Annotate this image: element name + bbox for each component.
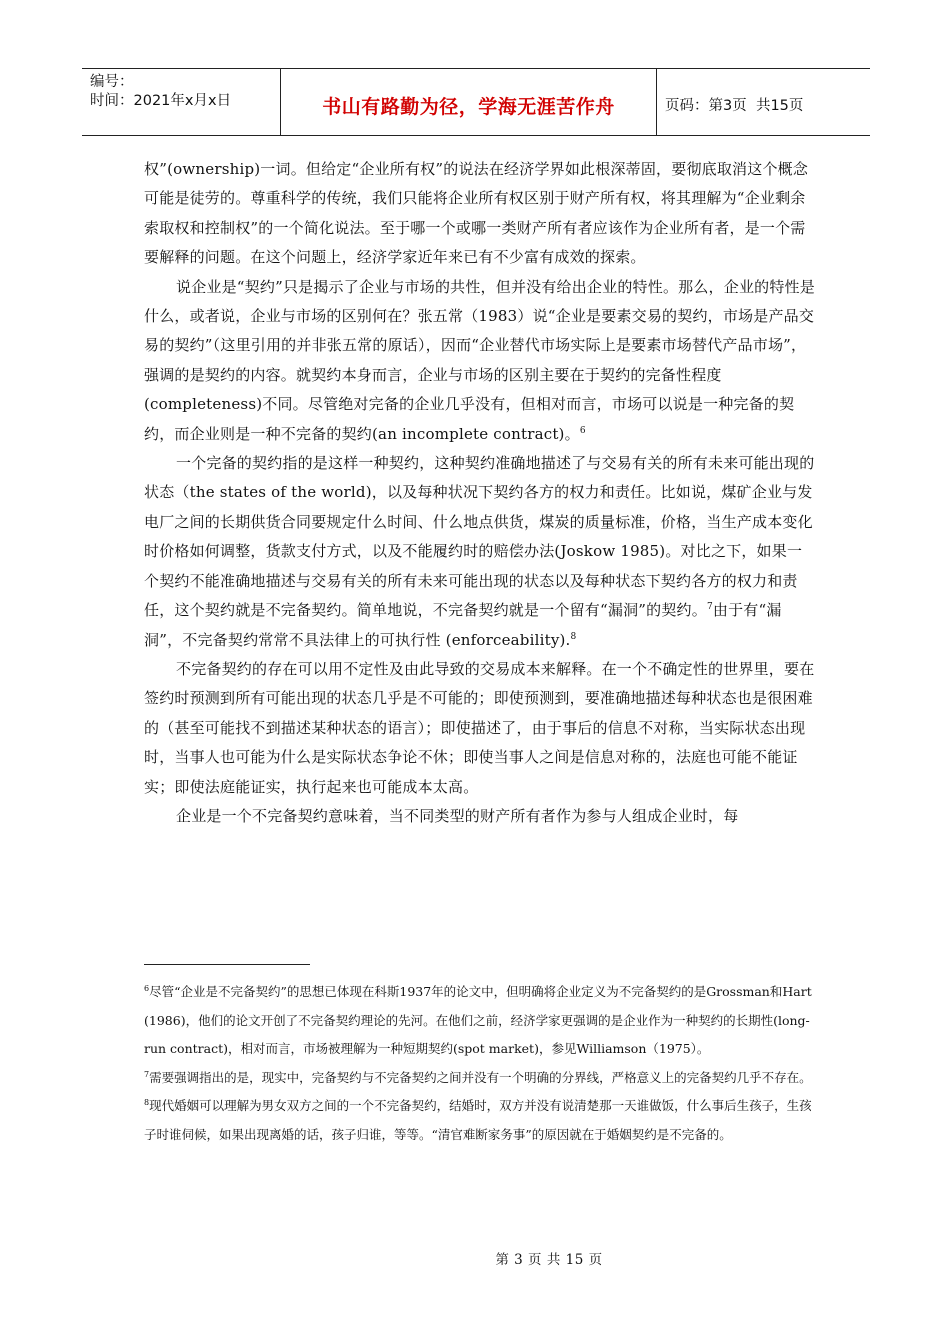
footnote-ref-7[interactable]: 7 [706, 602, 713, 613]
time-label: 时间：2021年x月x日 [90, 93, 232, 109]
footnotes [144, 978, 816, 1150]
footnote-separator [144, 964, 310, 965]
header-info-cell [82, 69, 281, 135]
footnote-8: $^8$现代婚姻可以理解为男女双方之间的一个不完备契约，结婚时，双方并没有说清楚那一天谁做饭，什么事后生孩子，生孩子时谁伺候，如果出现离婚的话，孩子归谁，等等。“清官难断家务事”的原因就在于婚姻契约是不完备的。 [144, 1098, 812, 1142]
document-body [144, 155, 816, 831]
footnote-6: $^6$尽管“企业是不完备契约”的思想已体现在科斯1937年的论文中，但明确将企业定义为不完备契约的是Grossman和Hart (1986)，他们的论文开创了不完备契约理论的先河。在他们之前，经济学家更强调的是企业作为一种契约的长期性(long-run contract)，相对而言，市场被理解为一种短期契约(spot market)，参见Williamson（1975）。 [144, 984, 812, 1057]
paragraph-2: 说企业是“契约”只是揭示了企业与市场的共性，但并没有给出企业的特性。那么，企业的特性是什么，或者说，企业与市场的区别何在？张五常（1983）说“企业是要素交易的契约，市场是产品交易的契约”（这里引用的并非张五常的原话），因而“企业替代市场实际上是要素市场替代产品市场”，强调的是契约的内容。就契约本身而言，企业与市场的区别主要在于契约的完备性程度 (completeness)不同。尽管绝对完备的企业几乎没有，但相对而言，市场可以说是一种完备的契约，而企业则是一种不完备的契约(an incomplete contract)。$^6$ [144, 277, 815, 443]
footnote-ref-8[interactable]: 8 [570, 631, 577, 642]
footnote-7: $^7$需要强调指出的是，现实中，完备契约与不完备契约之间并没有一个明确的分界线，严格意义上的完备契约几乎不存在。 [144, 1069, 812, 1085]
page-code: 页码：第3页 共15页 [665, 97, 804, 114]
paragraph-5: 企业是一个不完备契约意味着，当不同类型的财产所有者作为参与人组成企业时，每 [176, 806, 739, 825]
number-label: 编号： [90, 74, 134, 90]
paragraph-3: 一个完备的契约指的是这样一种契约，这种契约准确地描述了与交易有关的所有未来可能出现的状态（the states of the world)，以及每种状况下契约各方的权力和责任。比如说，煤矿企业与发电厂之间的长期供货合同要规定什么时间、什么地点供货，煤炭的质量标准，价格，当生产成本变化时价格如何调整，货款支付方式，以及不能履约时的赔偿办法(Joskow 1985)。对比之下，如果一个契约不能准确地描述与交易有关的所有未来可能出现的状态以及每种状态下契约各方的权力和责任，这个契约就是不完备契约。简单地说，不完备契约就是一个留有“漏洞”的契约。$^7$由于有“漏洞”，不完备契约常常不具法律上的可执行性 (enforceability).$^8$ [144, 454, 815, 649]
motto-text: 书山有路勤为径，学海无涯苦作舟 [322, 95, 615, 118]
header-motto-cell [281, 69, 657, 135]
page-number: 第 3 页 共 15 页 [495, 1252, 603, 1268]
paragraph-1: 权”(ownership)一词。但给定“企业所有权”的说法在经济学界如此根深蒂固，要彻底取消这个概念可能是徒劳的。尊重科学的传统，我们只能将企业所有权区别于财产所有权，将其理解为“企业剩余索取权和控制权”的一个简化说法。至于哪一个或哪一类财产所有者应该作为企业所有者，是一个需要解释的问题。在这个问题上，经济学家近年来已有不少富有成效的探索。 [144, 160, 809, 267]
footnote-ref-6[interactable]: 6 [579, 425, 586, 436]
page-header-table [82, 68, 870, 136]
page-footer [0, 1248, 950, 1268]
paragraph-4: 不完备契约的存在可以用不定性及由此导致的交易成本来解释。在一个不确定性的世界里，要在签约时预测到所有可能出现的状态几乎是不可能的；即使预测到，要准确地描述每种状态也是很困难的（甚至可能找不到描述某种状态的语言）；即使描述了，由于事后的信息不对称，当实际状态出现时，当事人也可能为什么是实际状态争论不休；即使当事人之间是信息对称的，法庭也可能不能证实；即使法庭能证实，执行起来也可能成本太高。 [144, 659, 815, 796]
header-page-cell [657, 69, 870, 135]
